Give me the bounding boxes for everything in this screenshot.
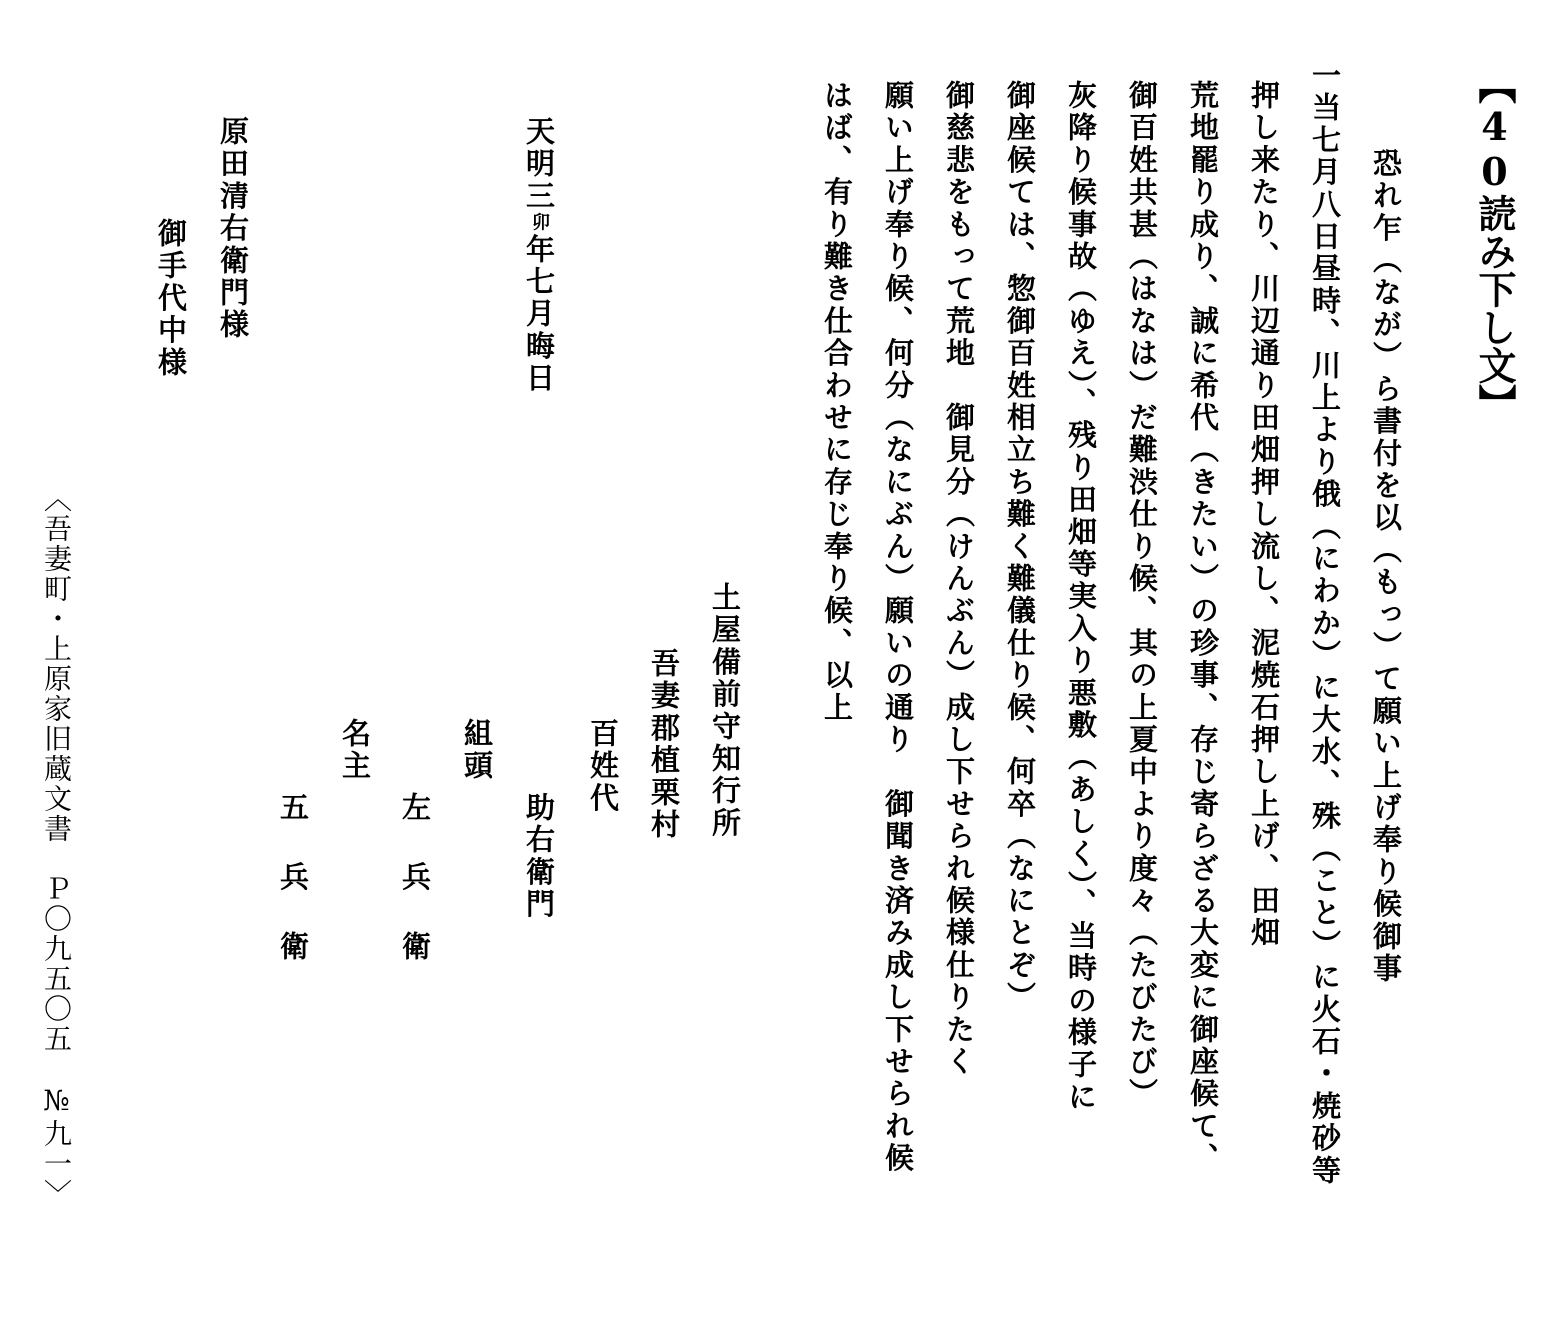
fief-office: 土屋備前守知行所 <box>708 582 742 840</box>
addressee-name: 原田清右衛門様 <box>216 116 250 342</box>
body-line: 一当七月八日昼時、川上より俄（にわか）に大水、殊（こと）に火石・焼砂等 <box>1308 60 1342 1187</box>
body-line: 御慈悲をもって荒地 御見分（けんぶん）成し下せられ候様仕りたく <box>942 80 976 1079</box>
body-line: 願い上げ奉り候、何分（なにぶん）願いの通り 御聞き済み成し下せられ候 <box>881 80 915 1175</box>
date-rest: 年七月晦日 <box>522 233 556 395</box>
nanushi-name: 五 兵 衛 <box>276 792 310 963</box>
nanushi-title: 名主 <box>338 718 372 783</box>
body-line: 御百姓共甚（はなは）だ難渋仕り候、其の上夏中より度々（たびたび） <box>1125 80 1159 1111</box>
hyakushodai-name: 助右衛門 <box>522 792 556 921</box>
body-line: はば、有り難き仕合わせに存じ奉り候、以上 <box>820 80 854 724</box>
body-line: 荒地罷り成り、誠に希代（きたい）の珍事、存じ寄らざる大変に御座候て、 <box>1186 80 1220 1175</box>
hyakushodai-title: 百姓代 <box>586 718 620 815</box>
kumigashira-name: 左 兵 衛 <box>398 792 432 963</box>
body-line: 押し来たり、川辺通り田畑押し流し、泥焼石押し上げ、田畑 <box>1247 80 1281 950</box>
date-era: 天明三 <box>522 116 556 213</box>
date-zodiac: 卯 <box>529 212 550 234</box>
source-citation: 〈吾妻町・上原家旧蔵文書 Ｐ〇九五〇五 №九一〉 <box>40 484 73 1209</box>
document-date <box>522 116 556 395</box>
body-line: 灰降り候事故（ゆえ）、残り田畑等実入り悪敷（あしく）、当時の様子に <box>1064 80 1098 1114</box>
kumigashira-title: 組頭 <box>460 718 494 783</box>
addressee-deputies: 御手代中様 <box>154 218 188 379</box>
body-line: 御座候ては、惣御百姓相立ち難く難儀仕り候、何卒（なにとぞ） <box>1003 80 1037 1014</box>
document-heading: 恐れ乍（なが）ら書付を以（もっ）て願い上げ奉り候御事 <box>1369 148 1403 986</box>
village-name: 吾妻郡植栗村 <box>647 648 681 842</box>
document-title: 【40読み下し文】 <box>1472 66 1517 422</box>
